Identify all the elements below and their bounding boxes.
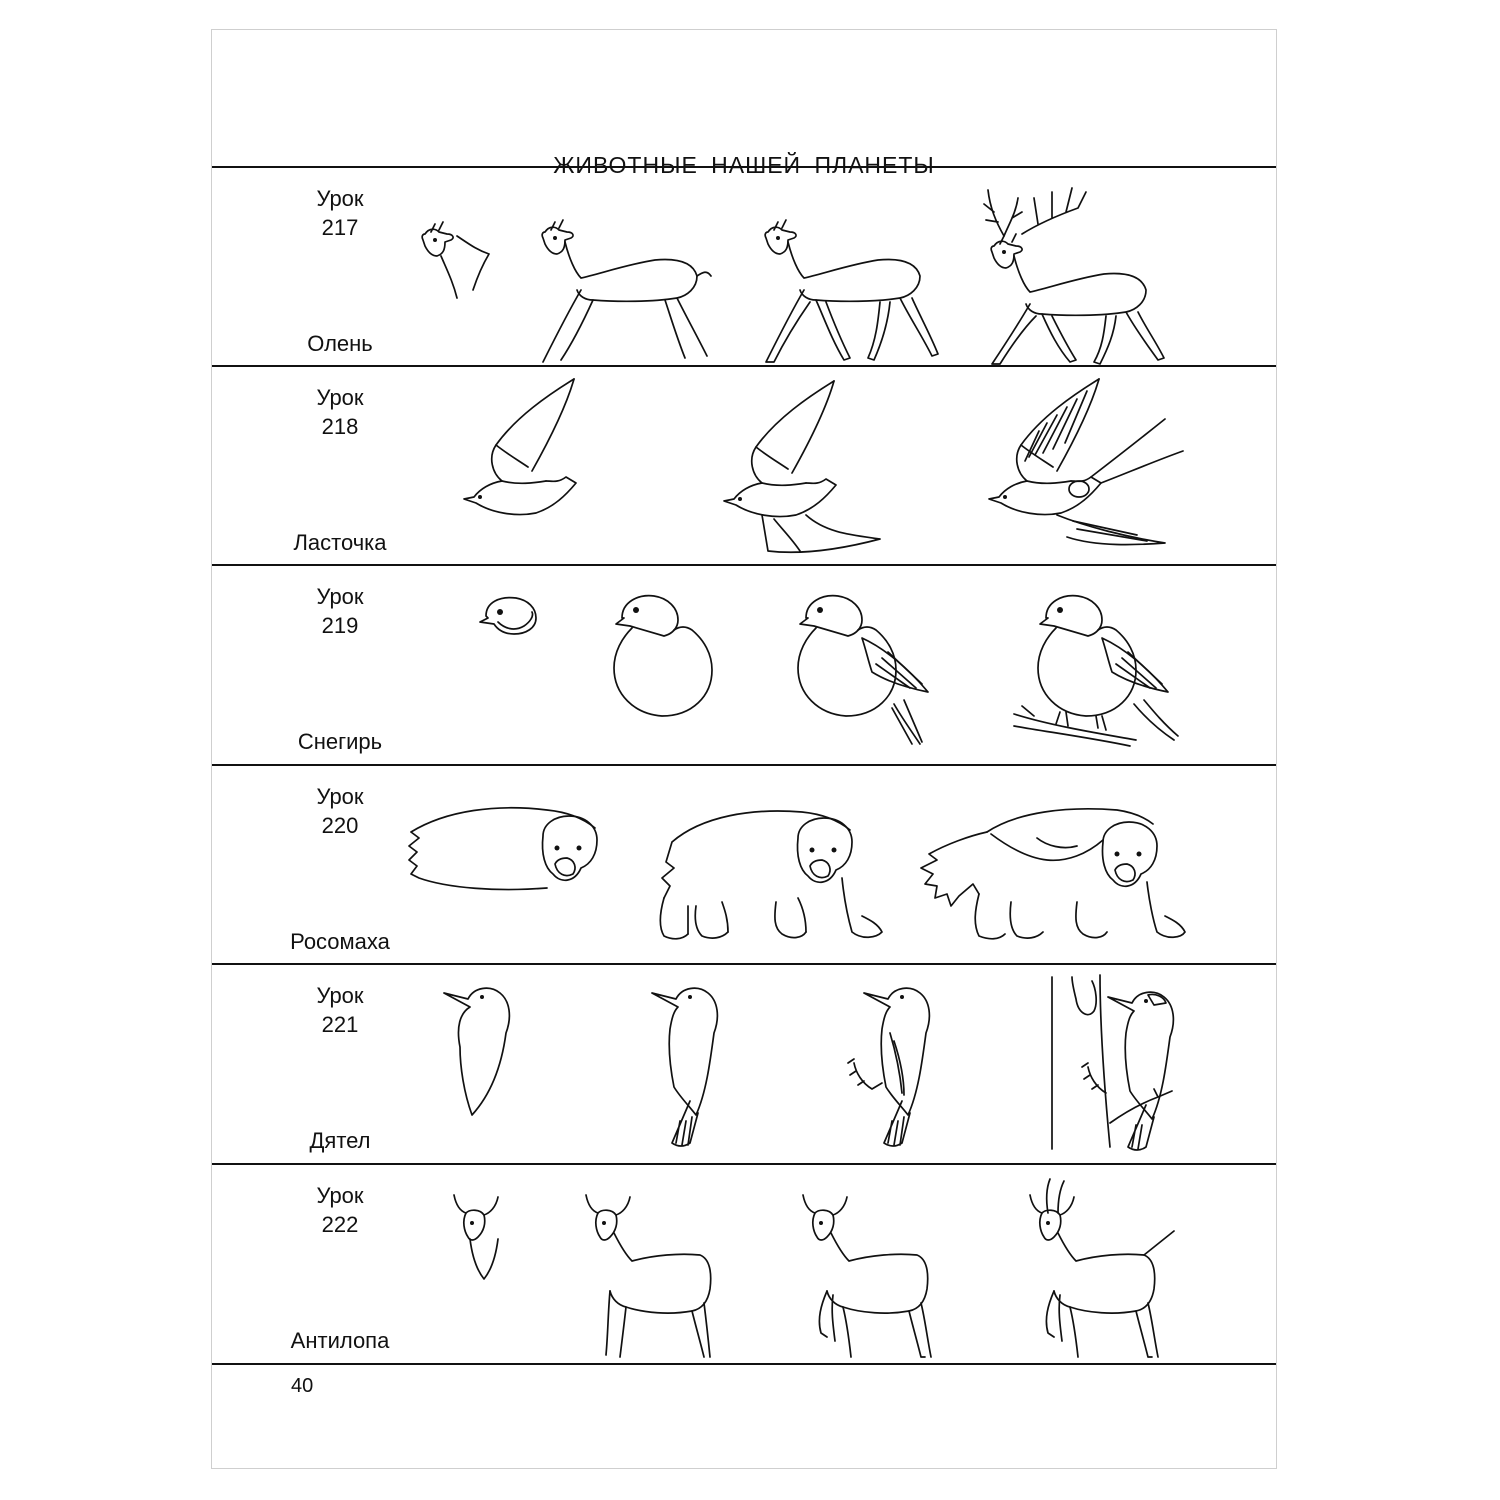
antelope-legs-stage-illustration [797,1193,937,1363]
bullfinch-wing-stage-illustration [792,588,952,748]
lesson-row-219 [212,564,1276,763]
lesson-word: Урок [316,1183,364,1208]
swallow-tail-stage-illustration [722,379,887,559]
lesson-word: Урок [316,385,364,410]
deer-body-stage-illustration [537,218,727,368]
lesson-row-217 [212,166,1276,365]
swallow-feathers-stage-illustration [987,377,1187,557]
woodpecker-feet-stage-illustration [842,983,942,1153]
animal-name: Дятел [309,1128,371,1153]
swallow-wing-stage-illustration [462,377,582,527]
workbook-page [211,29,1277,1469]
lesson-word: Урок [316,784,364,809]
lesson-word: Урок [316,584,364,609]
lesson-number: 218 [321,414,359,439]
lesson-number: 217 [321,215,359,240]
woodpecker-tree-stage-illustration [1048,973,1188,1153]
page-title: ЖИВОТНЫЕ НАШЕЙ ПЛАНЕТЫ [553,152,935,178]
animal-name: Ласточка [293,530,387,555]
animal-name: Олень [307,331,373,356]
woodpecker-outline-stage-illustration [442,983,522,1123]
lesson-row-222 [212,1163,1276,1362]
deer-head-stage-illustration [417,220,497,305]
animal-name: Росомаха [290,929,390,954]
page-number: 40 [291,1375,314,1397]
antelope-head-stage-illustration [448,1193,508,1283]
animal-name: Снегирь [297,729,383,754]
deer-legs-stage-illustration [760,218,950,368]
lesson-word: Урок [316,186,364,211]
lesson-number: 222 [321,1212,359,1237]
antelope-horns-stage-illustration [1024,1177,1184,1363]
lesson-row-221 [212,963,1276,1162]
wolverine-legs-stage-illustration [652,802,892,947]
lesson-row-220 [212,764,1276,963]
lesson-row-218 [212,365,1276,564]
bullfinch-body-stage-illustration [608,588,720,723]
woodpecker-tail-stage-illustration [650,983,730,1153]
deer-antlers-stage-illustration [982,178,1192,370]
wolverine-head-stage-illustration [407,802,617,902]
lesson-number: 221 [321,1012,359,1037]
wolverine-tail-stage-illustration [917,802,1187,947]
bottom-rule [212,1363,1276,1365]
lesson-number: 220 [321,813,359,838]
bullfinch-head-stage-illustration [474,594,544,642]
lesson-word: Урок [316,983,364,1008]
animal-name: Антилопа [290,1328,390,1353]
antelope-body-stage-illustration [580,1193,720,1363]
bullfinch-branch-stage-illustration [1012,588,1192,748]
lesson-number: 219 [321,613,359,638]
